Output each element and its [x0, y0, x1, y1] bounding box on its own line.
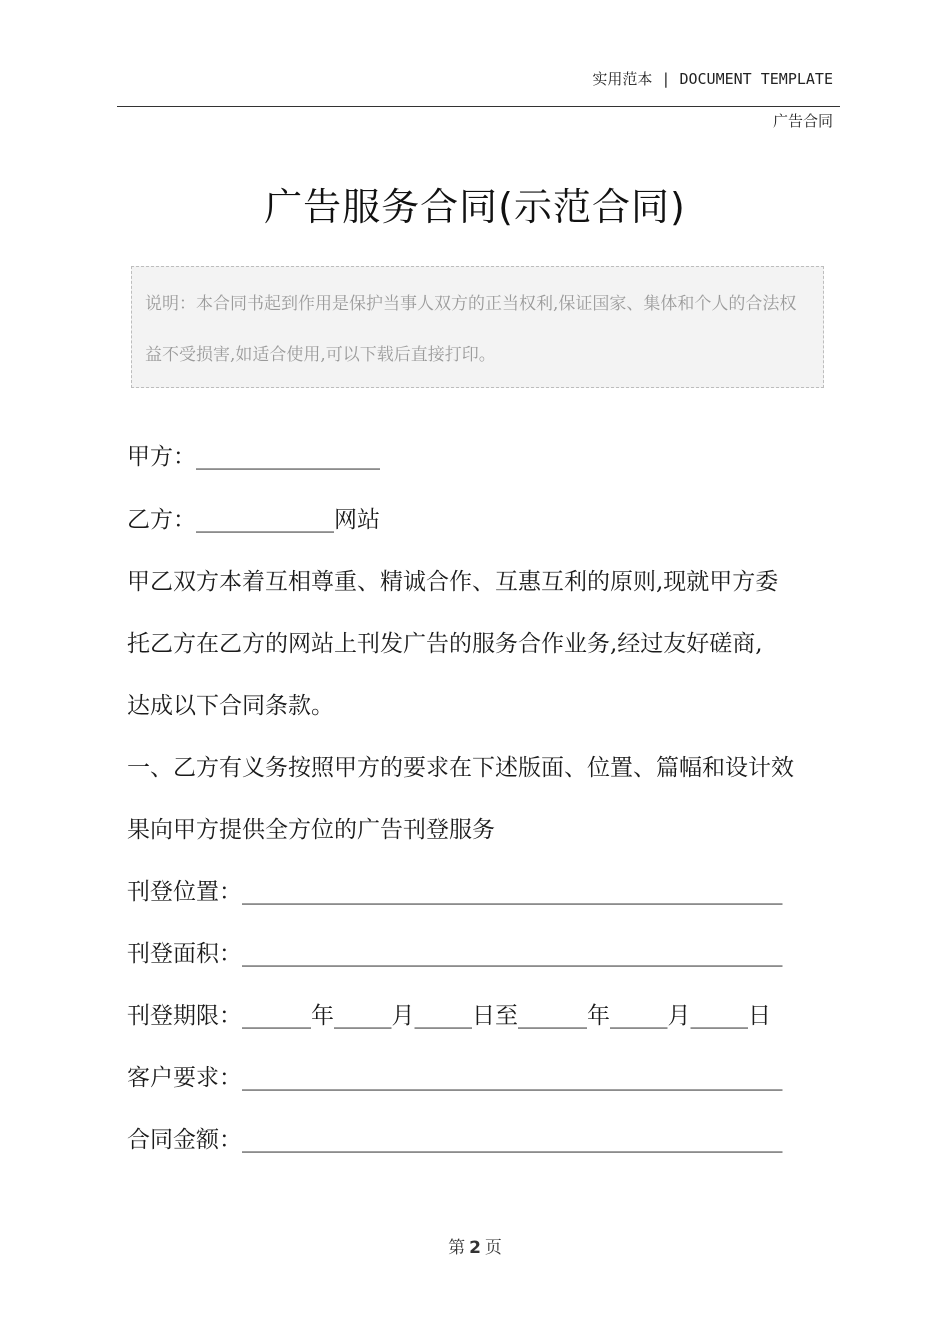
page-footer [0, 1233, 950, 1258]
note-text: 说明：本合同书起到作用是保护当事人双方的正当权利,保证国家、集体和个人的合法权益不受损害,如适合使用,可以下载后直接打印。 [145, 294, 797, 365]
client-requirement-field: 客户要求：_______________________________________________ [127, 1065, 783, 1091]
ad-period-field: 刊登期限：______年_____月_____日至______年_____月_____日 [127, 1003, 771, 1029]
header-divider [117, 106, 840, 107]
party-b-line: 乙方：____________网站 [127, 507, 380, 533]
header-category: 广告合同 [772, 112, 833, 130]
footer-prefix: 第 [448, 1238, 466, 1258]
clause-one-line: 果向甲方提供全方位的广告刊登服务 [127, 817, 495, 843]
contract-amount-field: 合同金额：_______________________________________________ [127, 1127, 783, 1153]
note-box [131, 266, 824, 388]
ad-position-field: 刊登位置：_______________________________________________ [127, 879, 783, 905]
party-a-line: 甲方：________________ [127, 444, 380, 470]
page-number: 2 [469, 1238, 481, 1258]
document-title: 广告服务合同(示范合同) [264, 185, 686, 229]
body-paragraph-line: 甲乙双方本着互相尊重、精诚合作、互惠互利的原则,现就甲方委 [127, 569, 779, 595]
clause-one-line: 一、乙方有义务按照甲方的要求在下述版面、位置、篇幅和设计效 [127, 755, 794, 781]
ad-area-field: 刊登面积：_______________________________________________ [127, 941, 783, 967]
body-paragraph-line: 托乙方在乙方的网站上刊发广告的服务合作业务,经过友好磋商, [127, 631, 763, 657]
body-paragraph-line: 达成以下合同条款。 [127, 693, 334, 719]
footer-suffix: 页 [484, 1238, 502, 1258]
header-template-label: 实用范本 | DOCUMENT TEMPLATE [592, 70, 833, 88]
